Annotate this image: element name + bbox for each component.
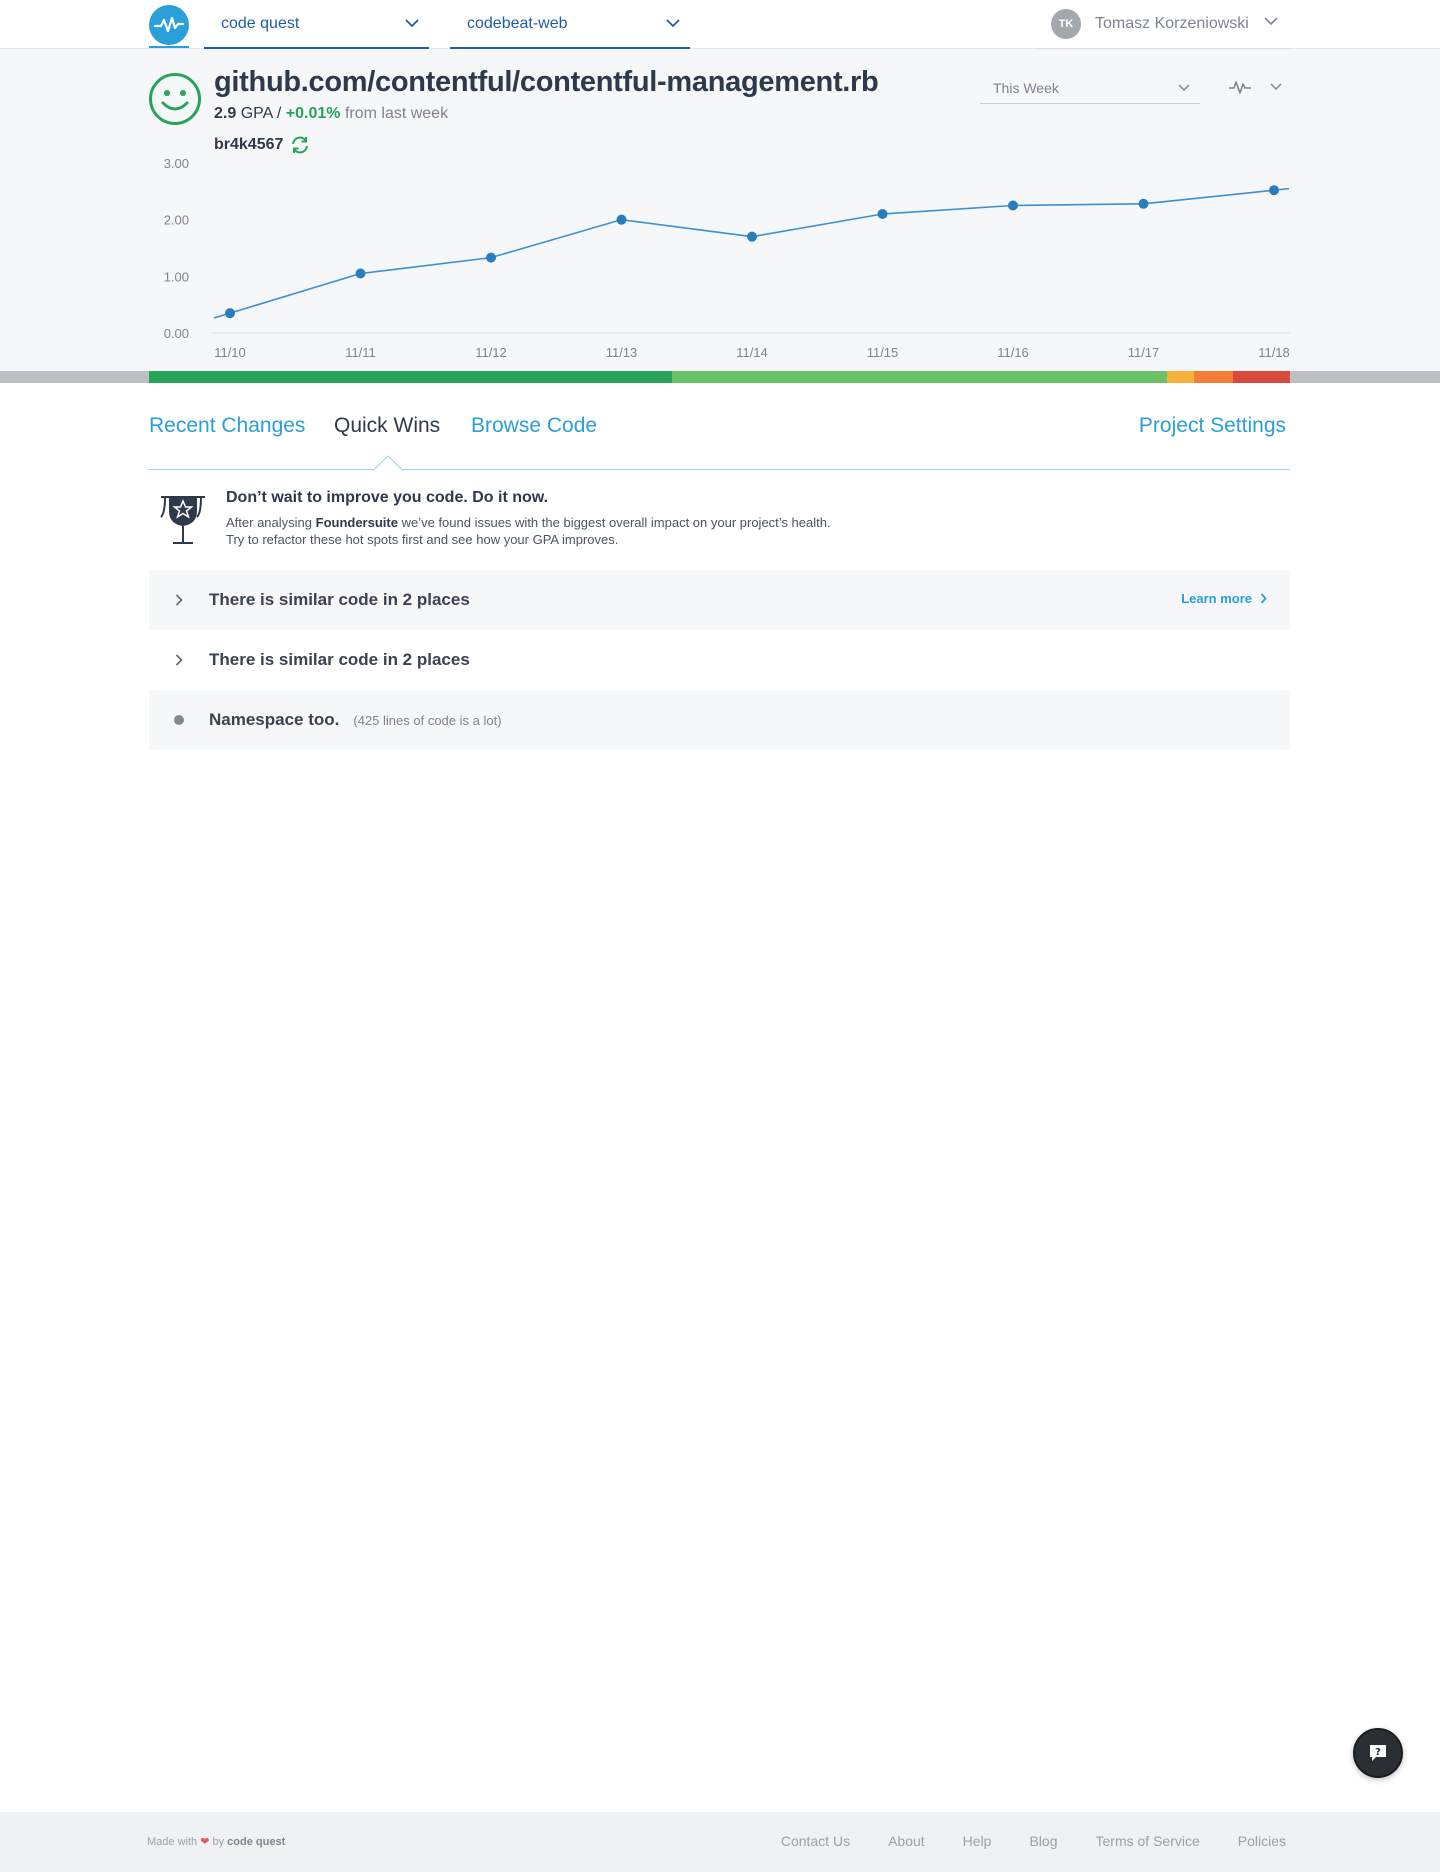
data-point <box>486 253 496 263</box>
health-bar-segment <box>1194 371 1233 383</box>
data-point <box>878 209 888 219</box>
gpa-summary <box>214 105 448 123</box>
chevron-down-icon <box>1178 84 1190 92</box>
page-title: github.com/contentful/contentful-management.rb <box>214 66 879 98</box>
learn-more-link[interactable] <box>1181 591 1267 606</box>
data-point <box>617 215 627 225</box>
tab-browse-code[interactable]: Browse Code <box>471 414 598 437</box>
tab-bar <box>149 410 1290 470</box>
series-line <box>214 189 1289 318</box>
tab-quick-wins[interactable]: Quick Wins <box>334 414 441 437</box>
user-name: Tomasz Korzeniowski <box>1095 15 1249 32</box>
x-tick-label: 11/15 <box>866 345 899 360</box>
y-tick-label: 2.00 <box>163 212 189 228</box>
health-bar-segment <box>149 371 672 383</box>
intro-title: Don’t wait to improve you code. Do it now. <box>226 489 549 506</box>
code-health-bar <box>0 371 1440 383</box>
y-tick-label: 0.00 <box>163 326 189 341</box>
issue-list <box>149 570 1290 750</box>
period-selector-value: This Week <box>993 79 1059 96</box>
avatar <box>1051 9 1081 39</box>
data-point <box>1008 201 1018 211</box>
list-item[interactable] <box>149 690 1290 750</box>
x-tick-label: 11/14 <box>736 345 768 360</box>
health-bar-segment <box>1167 371 1194 383</box>
intro-project-name: Foundersuite <box>315 515 398 530</box>
footer-link-terms[interactable]: Terms of Service <box>1095 1833 1200 1849</box>
x-tick-label: 11/10 <box>214 345 246 360</box>
organization-selector-value: code quest <box>221 14 300 32</box>
data-point <box>1139 199 1149 209</box>
issue-title: Namespace too. <box>209 710 340 729</box>
heart-icon: ❤ <box>200 1836 210 1848</box>
footer-brand: code quest <box>227 1836 286 1848</box>
bullet-icon <box>174 715 184 725</box>
x-tick-label: 11/11 <box>345 345 376 360</box>
chevron-right-icon <box>1260 593 1267 604</box>
gpa-line-chart <box>149 150 1290 365</box>
chevron-down-icon <box>1270 83 1282 91</box>
tab-recent-changes[interactable]: Recent Changes <box>149 414 306 437</box>
intro-text <box>226 514 831 548</box>
footer-links <box>743 1833 1286 1849</box>
logo-underline <box>149 46 189 48</box>
tab-project-settings[interactable]: Project Settings <box>1138 414 1286 437</box>
chevron-right-icon[interactable] <box>175 654 183 666</box>
active-tab-indicator <box>373 451 403 471</box>
x-tick-label: 11/16 <box>997 345 1029 360</box>
footer <box>0 1812 1440 1872</box>
organization-selector[interactable] <box>204 0 429 49</box>
trophy-icon <box>157 491 209 549</box>
intro-line1-prefix: After analysing <box>226 515 312 530</box>
footer-link-about[interactable]: About <box>888 1833 925 1849</box>
chevron-down-icon <box>1264 17 1278 26</box>
data-point <box>747 232 757 242</box>
x-tick-label: 11/13 <box>605 345 638 360</box>
quick-wins-intro <box>149 485 1290 555</box>
smiley-icon <box>148 72 202 126</box>
y-tick-label: 3.00 <box>163 156 189 171</box>
gpa-change: +0.01% <box>285 105 341 122</box>
repository-selector-value: codebeat-web <box>467 14 568 32</box>
app-logo[interactable] <box>149 5 189 45</box>
footer-link-blog[interactable]: Blog <box>1029 1833 1058 1849</box>
made-with-label: Made with <box>147 1836 198 1848</box>
x-tick-label: 11/18 <box>1258 345 1290 360</box>
chevron-right-icon[interactable] <box>175 594 183 606</box>
branch-name: br4k4567 <box>214 136 284 153</box>
learn-more-label: Learn more <box>1181 591 1252 606</box>
gpa-change-suffix: from last week <box>344 105 449 122</box>
top-bar <box>0 0 1440 49</box>
data-point <box>356 269 366 279</box>
y-tick-label: 1.00 <box>163 269 189 285</box>
made-with-by: by <box>212 1836 225 1848</box>
line-chart-icon <box>1228 79 1252 95</box>
issue-note: (425 lines of code is a lot) <box>353 712 502 728</box>
health-bar-segment <box>672 371 1167 383</box>
made-with-credit <box>147 1835 285 1848</box>
list-item[interactable] <box>149 570 1290 630</box>
svg-text:?: ? <box>1375 1747 1381 1758</box>
data-point <box>1269 185 1279 195</box>
footer-link-policies[interactable]: Policies <box>1237 1833 1286 1849</box>
chat-help-icon <box>1368 1743 1388 1763</box>
intro-line2: Try to refactor these hot spots first and see how your GPA improves. <box>226 532 619 547</box>
health-bar-segment <box>1233 371 1290 383</box>
issue-title: There is similar code in 2 places <box>209 650 470 669</box>
pulse-icon <box>154 15 184 35</box>
footer-link-contact[interactable]: Contact Us <box>780 1833 851 1849</box>
avatar-initials: TK <box>1058 18 1074 30</box>
chart-type-selector[interactable] <box>1222 74 1290 100</box>
period-selector[interactable] <box>980 72 1200 104</box>
gpa-value: 2.9 <box>214 105 237 122</box>
help-chat-button[interactable] <box>1353 1728 1403 1778</box>
chevron-down-icon <box>405 19 419 28</box>
x-tick-label: 11/12 <box>475 345 507 360</box>
chevron-down-icon <box>666 19 680 28</box>
data-point <box>225 308 235 318</box>
user-menu[interactable] <box>1034 0 1290 49</box>
repository-selector[interactable] <box>450 0 690 49</box>
x-tick-label: 11/17 <box>1127 345 1160 360</box>
list-item[interactable] <box>149 630 1290 690</box>
footer-link-help[interactable]: Help <box>962 1833 992 1849</box>
gpa-unit: GPA / <box>240 105 282 122</box>
issue-title: There is similar code in 2 places <box>209 590 470 609</box>
intro-line1-suffix: we’ve found issues with the biggest overall impact on your project’s health. <box>401 515 831 530</box>
